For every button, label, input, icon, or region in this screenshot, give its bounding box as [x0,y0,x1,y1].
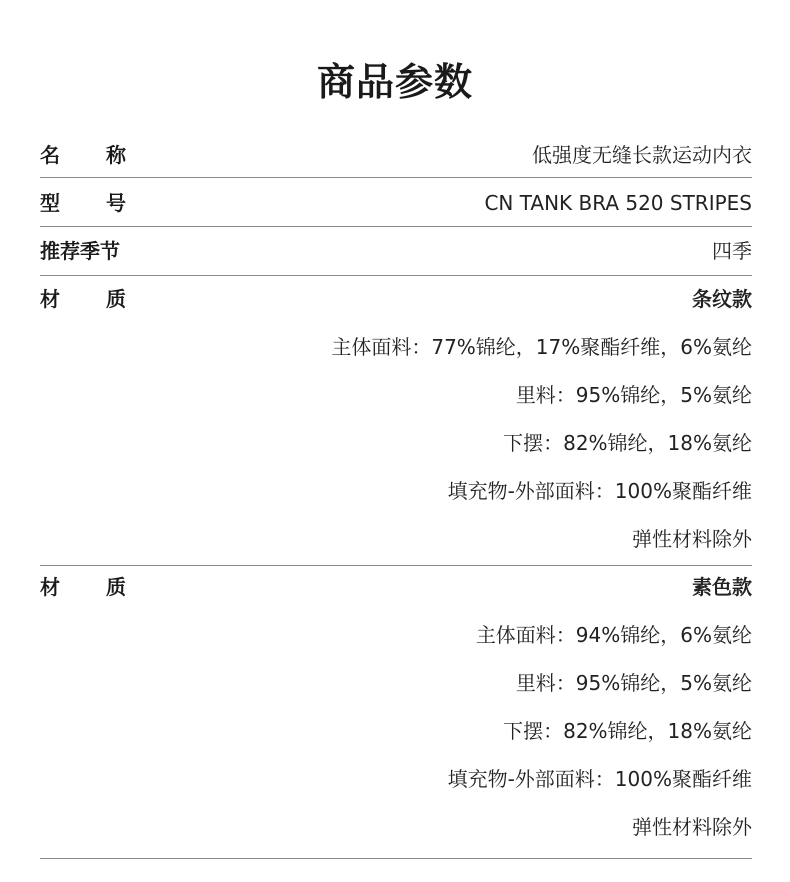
param-value-name: 低强度无缝长款运动内衣 [532,143,752,167]
material-line: 下摆：82%锦纶，18%氨纶 [503,719,752,743]
param-row-name [40,141,752,169]
param-label-char: 质 [106,575,126,599]
param-label-material [40,285,126,313]
param-label-material [40,573,126,601]
row-divider [40,177,752,178]
material-style-label: 素色款 [692,575,752,599]
material-line: 填充物-外部面料：100%聚酯纤维 [447,767,752,791]
param-row-material-stripe [40,285,752,555]
param-row-season [40,237,752,265]
material-line: 主体面料：94%锦纶，6%氨纶 [475,623,752,647]
material-line: 弹性材料除外 [632,815,752,839]
param-label-model [40,189,126,217]
param-label-season: 推荐季节 [40,239,120,263]
param-label-char: 质 [106,287,126,311]
param-value-model: CN TANK BRA 520 STRIPES [484,191,752,215]
param-label-char: 型 [40,191,60,215]
param-value-season: 四季 [712,239,752,263]
row-divider [40,565,752,566]
param-row-model [40,189,752,217]
row-divider [40,226,752,227]
row-divider [40,858,752,859]
param-label-char: 材 [40,575,60,599]
param-label-char: 名 [40,143,60,167]
material-line: 里料：95%锦纶，5%氨纶 [515,671,752,695]
material-line: 里料：95%锦纶，5%氨纶 [515,383,752,407]
param-label-char: 称 [106,143,126,167]
param-label-char: 材 [40,287,60,311]
param-label-char: 号 [106,191,126,215]
material-line: 主体面料：77%锦纶，17%聚酯纤维，6%氨纶 [331,335,752,359]
material-style-label: 条纹款 [692,287,752,311]
param-label-name [40,141,126,169]
row-divider [40,275,752,276]
material-line: 弹性材料除外 [632,527,752,551]
material-line: 下摆：82%锦纶，18%氨纶 [503,431,752,455]
param-row-material-solid [40,573,752,843]
material-line: 填充物-外部面料：100%聚酯纤维 [447,479,752,503]
page-title: 商品参数 [316,60,473,104]
